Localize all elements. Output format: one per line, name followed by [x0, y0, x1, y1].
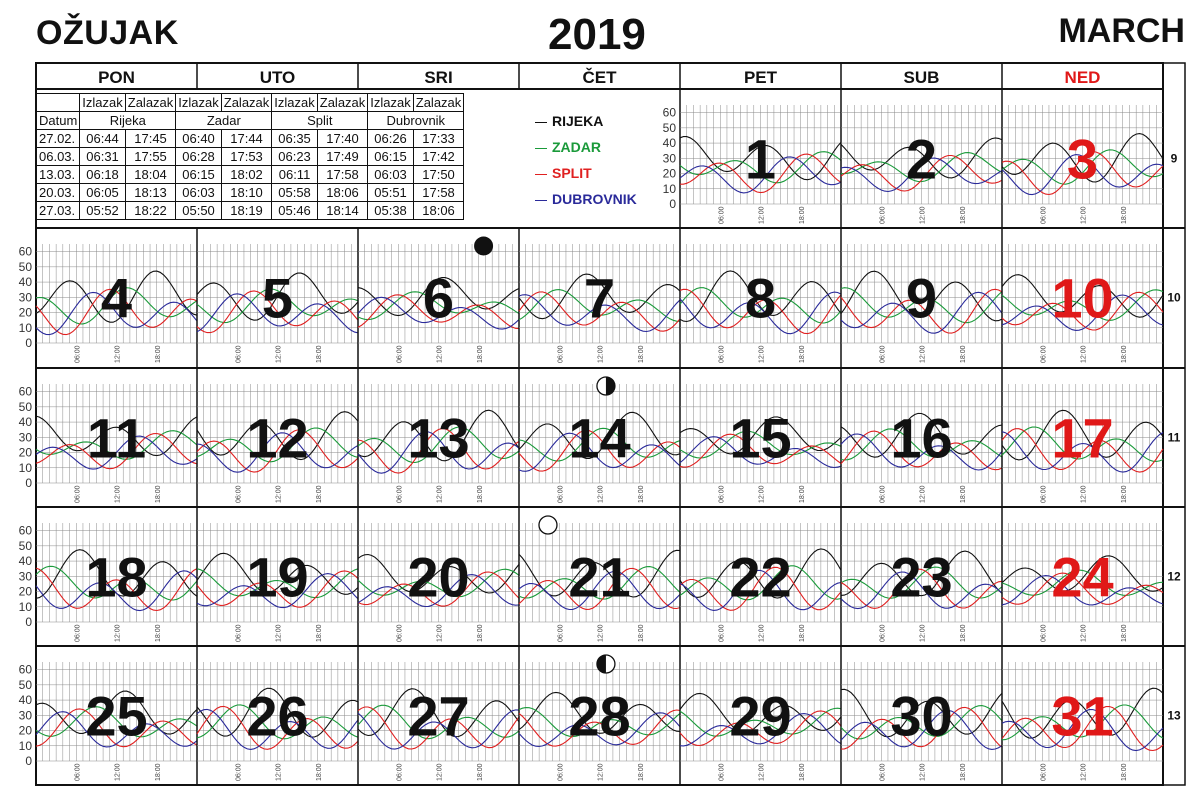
time-tick-label: 06:00: [879, 624, 887, 642]
time-tick-label: 18:00: [798, 345, 806, 363]
day-number: 15: [729, 406, 792, 470]
time-tick-label: 06:00: [879, 206, 887, 224]
time-tick-label: 18:00: [476, 624, 484, 642]
time-tick-label: 06:00: [396, 345, 404, 363]
day-cell: [841, 368, 1002, 507]
y-tick-label: 40: [18, 693, 32, 708]
time-cell: 05:58: [272, 184, 317, 202]
legend-line-icon: [535, 122, 547, 123]
time-tick-label: 12:00: [1080, 206, 1088, 224]
time-tick-label: 12:00: [275, 763, 283, 781]
time-tick-label: 12:00: [758, 763, 766, 781]
new-moon-icon: [475, 237, 493, 255]
time-cell: 05:46: [272, 202, 317, 220]
day-cell: [680, 507, 841, 646]
time-cell: 06:28: [176, 148, 221, 166]
legend-line-icon: [535, 174, 547, 175]
time-cell: 06:03: [176, 184, 221, 202]
time-tick-label: 18:00: [637, 485, 645, 503]
rise-header: Izlazak: [368, 94, 413, 112]
y-tick-label: 50: [18, 538, 32, 553]
time-tick-label: 12:00: [597, 763, 605, 781]
day-header: SUB: [903, 68, 940, 87]
table-corner: [37, 94, 80, 112]
time-tick-label: 12:00: [758, 485, 766, 503]
time-cell: 06:23: [272, 148, 317, 166]
time-tick-label: 18:00: [959, 763, 967, 781]
time-tick-label: 18:00: [637, 624, 645, 642]
time-cell: 06:44: [80, 130, 125, 148]
moon-phase-icon: [475, 237, 493, 255]
y-tick-label: 60: [18, 244, 32, 259]
city-rijeka: Rijeka: [80, 112, 176, 130]
day-header: SRI: [424, 68, 453, 87]
y-tick-label: 30: [662, 151, 676, 166]
y-tick-label: 40: [18, 275, 32, 290]
time-cell: 05:52: [80, 202, 125, 220]
quarter-moon-half: [606, 377, 615, 395]
sunrise-sunset-table: [36, 93, 464, 220]
rise-header: Izlazak: [80, 94, 125, 112]
day-number: 16: [890, 406, 953, 470]
time-tick-label: 18:00: [154, 485, 162, 503]
time-tick-label: 12:00: [597, 345, 605, 363]
time-tick-label: 18:00: [154, 624, 162, 642]
legend-item-rijeka: [535, 108, 637, 134]
time-tick-label: 06:00: [235, 345, 243, 363]
day-number: 11: [86, 406, 147, 470]
day-cell: [1002, 368, 1163, 507]
time-tick-label: 12:00: [436, 763, 444, 781]
day-number: 21: [568, 545, 631, 609]
day-cell: [36, 646, 197, 785]
time-tick-label: 06:00: [879, 345, 887, 363]
time-tick-label: 12:00: [114, 345, 122, 363]
y-tick-label: 60: [18, 384, 32, 399]
day-header: NED: [1064, 68, 1101, 87]
week-number: 12: [1167, 569, 1181, 584]
time-tick-label: 06:00: [718, 206, 726, 224]
day-number: 3: [1066, 127, 1099, 191]
day-cell: [197, 507, 358, 646]
time-tick-label: 18:00: [1120, 763, 1128, 781]
time-cell: 05:50: [176, 202, 221, 220]
legend-item-zadar: [535, 134, 637, 160]
y-tick-label: 40: [18, 554, 32, 569]
time-tick-label: 18:00: [637, 345, 645, 363]
time-cell: 18:14: [317, 202, 368, 220]
time-cell: 17:53: [221, 148, 272, 166]
time-tick-label: 18:00: [315, 345, 323, 363]
time-cell: 17:50: [413, 166, 464, 184]
title-croatian: OŽUJAK: [36, 14, 179, 52]
time-cell: 06:11: [272, 166, 317, 184]
table-header-row: [37, 94, 464, 112]
time-tick-label: 12:00: [919, 345, 927, 363]
day-cell: [36, 368, 197, 507]
y-tick-label: 10: [18, 599, 32, 614]
y-tick-label: 10: [18, 460, 32, 475]
time-tick-label: 06:00: [557, 485, 565, 503]
day-cell: [36, 228, 197, 367]
y-tick-label: 50: [18, 399, 32, 414]
day-cell: [680, 89, 841, 228]
time-tick-label: 06:00: [557, 624, 565, 642]
time-tick-label: 06:00: [879, 763, 887, 781]
y-tick-label: 0: [25, 336, 32, 350]
y-tick-label: 30: [18, 290, 32, 305]
week-number: 11: [1167, 430, 1181, 445]
day-header: PON: [98, 68, 135, 87]
time-tick-label: 12:00: [758, 624, 766, 642]
day-number: 2: [905, 127, 938, 191]
day-number: 18: [85, 545, 148, 609]
day-cell: [358, 507, 519, 646]
day-number: 30: [890, 684, 953, 748]
day-cell: [841, 228, 1002, 367]
moon-phase-icon: [597, 655, 615, 673]
day-cell: [1002, 507, 1163, 646]
day-number: 17: [1051, 406, 1114, 470]
time-tick-label: 06:00: [74, 624, 82, 642]
y-tick-label: 0: [669, 197, 676, 211]
table-row: [37, 202, 464, 220]
date-cell: 20.03.: [37, 184, 80, 202]
time-tick-label: 06:00: [235, 624, 243, 642]
y-tick-label: 30: [18, 430, 32, 445]
y-tick-label: 10: [662, 181, 676, 196]
legend-item-split: [535, 160, 637, 186]
time-tick-label: 12:00: [1080, 345, 1088, 363]
set-header: Zalazak: [413, 94, 464, 112]
time-tick-label: 12:00: [1080, 485, 1088, 503]
y-tick-label: 50: [662, 120, 676, 135]
day-number: 6: [422, 266, 455, 330]
time-cell: 18:04: [125, 166, 176, 184]
time-cell: 17:58: [413, 184, 464, 202]
moon-phase-icon: [539, 516, 557, 534]
time-tick-label: 12:00: [597, 624, 605, 642]
full-moon-icon: [539, 516, 557, 534]
date-cell: 27.02.: [37, 130, 80, 148]
time-tick-label: 18:00: [1120, 206, 1128, 224]
y-tick-label: 20: [662, 166, 676, 181]
time-tick-label: 06:00: [396, 485, 404, 503]
day-cell: [358, 646, 519, 785]
time-tick-label: 18:00: [798, 624, 806, 642]
time-tick-label: 12:00: [114, 624, 122, 642]
time-tick-label: 18:00: [315, 485, 323, 503]
time-cell: 06:05: [80, 184, 125, 202]
rise-header: Izlazak: [176, 94, 221, 112]
y-tick-label: 50: [18, 677, 32, 692]
y-tick-label: 60: [18, 523, 32, 538]
time-tick-label: 12:00: [275, 345, 283, 363]
y-tick-label: 40: [662, 136, 676, 151]
time-cell: 06:18: [80, 166, 125, 184]
day-number: 20: [407, 545, 470, 609]
y-tick-label: 20: [18, 445, 32, 460]
week-number: 10: [1167, 290, 1181, 305]
y-tick-label: 60: [18, 662, 32, 677]
y-tick-label: 20: [18, 584, 32, 599]
time-tick-label: 06:00: [396, 763, 404, 781]
time-tick-label: 06:00: [557, 763, 565, 781]
time-tick-label: 12:00: [275, 624, 283, 642]
day-number: 25: [85, 684, 148, 748]
time-tick-label: 06:00: [1040, 624, 1048, 642]
time-cell: 18:22: [125, 202, 176, 220]
time-tick-label: 12:00: [436, 624, 444, 642]
time-tick-label: 06:00: [718, 485, 726, 503]
legend-line-icon: [535, 200, 547, 201]
time-cell: 18:10: [221, 184, 272, 202]
week-column: [1163, 63, 1185, 785]
time-cell: 06:35: [272, 130, 317, 148]
y-tick-label: 30: [18, 569, 32, 584]
city-split: Split: [272, 112, 368, 130]
time-cell: 17:44: [221, 130, 272, 148]
y-tick-label: 10: [18, 320, 32, 335]
time-tick-label: 06:00: [235, 485, 243, 503]
day-cell: [680, 228, 841, 367]
table-city-row: [37, 112, 464, 130]
y-tick-label: 60: [662, 105, 676, 120]
time-tick-label: 12:00: [919, 763, 927, 781]
time-tick-label: 18:00: [798, 763, 806, 781]
day-number: 7: [583, 266, 616, 330]
day-cell: [197, 228, 358, 367]
city-zadar: Zadar: [176, 112, 272, 130]
time-cell: 17:33: [413, 130, 464, 148]
day-cell: [841, 646, 1002, 785]
time-tick-label: 12:00: [1080, 763, 1088, 781]
datum-label: Datum: [37, 112, 80, 130]
legend-label: RIJEKA: [552, 113, 604, 129]
time-cell: 05:38: [368, 202, 413, 220]
day-number: 19: [246, 545, 309, 609]
time-tick-label: 06:00: [74, 345, 82, 363]
day-number: 28: [568, 684, 631, 748]
time-cell: 17:42: [413, 148, 464, 166]
date-cell: 13.03.: [37, 166, 80, 184]
y-tick-label: 20: [18, 723, 32, 738]
time-cell: 17:49: [317, 148, 368, 166]
time-tick-label: 18:00: [476, 763, 484, 781]
y-tick-label: 0: [25, 476, 32, 490]
time-tick-label: 12:00: [436, 345, 444, 363]
time-tick-label: 18:00: [315, 763, 323, 781]
time-cell: 06:26: [368, 130, 413, 148]
time-tick-label: 18:00: [959, 206, 967, 224]
time-tick-label: 18:00: [476, 485, 484, 503]
day-cell: [841, 507, 1002, 646]
time-tick-label: 06:00: [396, 624, 404, 642]
y-tick-label: 30: [18, 708, 32, 723]
day-cell: [680, 646, 841, 785]
time-tick-label: 06:00: [718, 345, 726, 363]
title-year: 2019: [548, 10, 646, 59]
day-number: 12: [246, 406, 309, 470]
time-cell: 18:13: [125, 184, 176, 202]
time-cell: 18:19: [221, 202, 272, 220]
time-tick-label: 18:00: [154, 345, 162, 363]
time-tick-label: 18:00: [959, 624, 967, 642]
time-cell: 18:06: [413, 202, 464, 220]
time-tick-label: 18:00: [637, 763, 645, 781]
day-number: 31: [1051, 684, 1114, 748]
time-tick-label: 12:00: [436, 485, 444, 503]
day-header: PET: [743, 68, 778, 87]
time-tick-label: 06:00: [1040, 763, 1048, 781]
day-number: 26: [246, 684, 309, 748]
time-cell: 17:40: [317, 130, 368, 148]
date-cell: 27.03.: [37, 202, 80, 220]
day-cell: [841, 89, 1002, 228]
time-tick-label: 12:00: [1080, 624, 1088, 642]
time-tick-label: 18:00: [1120, 624, 1128, 642]
y-tick-label: 10: [18, 738, 32, 753]
y-tick-label: 20: [18, 305, 32, 320]
day-number: 13: [407, 406, 470, 470]
time-cell: 18:02: [221, 166, 272, 184]
time-tick-label: 06:00: [1040, 345, 1048, 363]
day-cell: [358, 368, 519, 507]
day-cell: [358, 228, 519, 367]
day-number: 10: [1051, 266, 1114, 330]
time-tick-label: 12:00: [919, 206, 927, 224]
day-cell: [1002, 228, 1163, 367]
week-number: 9: [1170, 151, 1178, 166]
time-tick-label: 12:00: [114, 763, 122, 781]
time-tick-label: 06:00: [1040, 206, 1048, 224]
day-cell: [519, 228, 680, 367]
time-cell: 06:15: [368, 148, 413, 166]
legend: [535, 108, 637, 212]
time-tick-label: 06:00: [718, 763, 726, 781]
day-cell: [1002, 646, 1163, 785]
day-number: 27: [407, 684, 470, 748]
day-cell: [197, 368, 358, 507]
day-number: 23: [890, 545, 953, 609]
time-tick-label: 12:00: [919, 624, 927, 642]
set-header: Zalazak: [221, 94, 272, 112]
day-cell: [680, 368, 841, 507]
time-tick-label: 06:00: [74, 763, 82, 781]
time-tick-label: 18:00: [1120, 485, 1128, 503]
time-tick-label: 06:00: [235, 763, 243, 781]
day-number: 29: [729, 684, 792, 748]
city-dubrovnik: Dubrovnik: [368, 112, 464, 130]
time-tick-label: 06:00: [74, 485, 82, 503]
time-tick-label: 18:00: [1120, 345, 1128, 363]
time-tick-label: 18:00: [476, 345, 484, 363]
time-tick-label: 18:00: [959, 345, 967, 363]
time-tick-label: 12:00: [758, 345, 766, 363]
day-header: ČET: [582, 68, 617, 87]
set-header: Zalazak: [125, 94, 176, 112]
rise-header: Izlazak: [272, 94, 317, 112]
time-tick-label: 12:00: [275, 485, 283, 503]
day-cell: [1002, 89, 1163, 228]
time-cell: 17:45: [125, 130, 176, 148]
day-number: 22: [729, 545, 792, 609]
title-english: MARCH: [1058, 12, 1185, 50]
day-number: 14: [568, 406, 631, 470]
time-tick-label: 12:00: [597, 485, 605, 503]
table-row: [37, 166, 464, 184]
time-tick-label: 12:00: [919, 485, 927, 503]
y-tick-label: 0: [25, 615, 32, 629]
legend-label: DUBROVNIK: [552, 191, 637, 207]
legend-label: ZADAR: [552, 139, 601, 155]
day-number: 1: [744, 127, 777, 191]
day-number: 5: [261, 266, 294, 330]
day-header: UTO: [259, 68, 296, 87]
day-number: 4: [100, 266, 133, 330]
day-number: 8: [744, 266, 777, 330]
time-cell: 17:55: [125, 148, 176, 166]
time-tick-label: 06:00: [1040, 485, 1048, 503]
time-tick-label: 06:00: [879, 485, 887, 503]
time-cell: 06:31: [80, 148, 125, 166]
time-tick-label: 12:00: [758, 206, 766, 224]
moon-phase-icon: [597, 377, 615, 395]
time-tick-label: 18:00: [798, 485, 806, 503]
time-tick-label: 18:00: [959, 485, 967, 503]
time-tick-label: 18:00: [315, 624, 323, 642]
sun-table-body: [37, 130, 464, 220]
time-cell: 18:06: [317, 184, 368, 202]
y-tick-label: 50: [18, 259, 32, 274]
time-cell: 06:15: [176, 166, 221, 184]
time-tick-label: 18:00: [154, 763, 162, 781]
time-tick-label: 12:00: [114, 485, 122, 503]
day-number: 9: [905, 266, 938, 330]
time-tick-label: 18:00: [798, 206, 806, 224]
legend-line-icon: [535, 148, 547, 149]
day-cell: [197, 646, 358, 785]
time-cell: 17:58: [317, 166, 368, 184]
date-cell: 06.03.: [37, 148, 80, 166]
set-header: Zalazak: [317, 94, 368, 112]
time-cell: 05:51: [368, 184, 413, 202]
time-cell: 06:03: [368, 166, 413, 184]
y-tick-label: 40: [18, 415, 32, 430]
table-row: [37, 148, 464, 166]
time-tick-label: 06:00: [718, 624, 726, 642]
legend-label: SPLIT: [552, 165, 592, 181]
quarter-moon-half: [597, 655, 606, 673]
legend-item-dubrovnik: [535, 186, 637, 212]
y-tick-label: 0: [25, 754, 32, 768]
time-tick-label: 06:00: [557, 345, 565, 363]
day-number: 24: [1051, 545, 1114, 609]
time-cell: 06:40: [176, 130, 221, 148]
table-row: [37, 130, 464, 148]
day-cell: [36, 507, 197, 646]
week-number: 13: [1167, 708, 1181, 723]
table-row: [37, 184, 464, 202]
